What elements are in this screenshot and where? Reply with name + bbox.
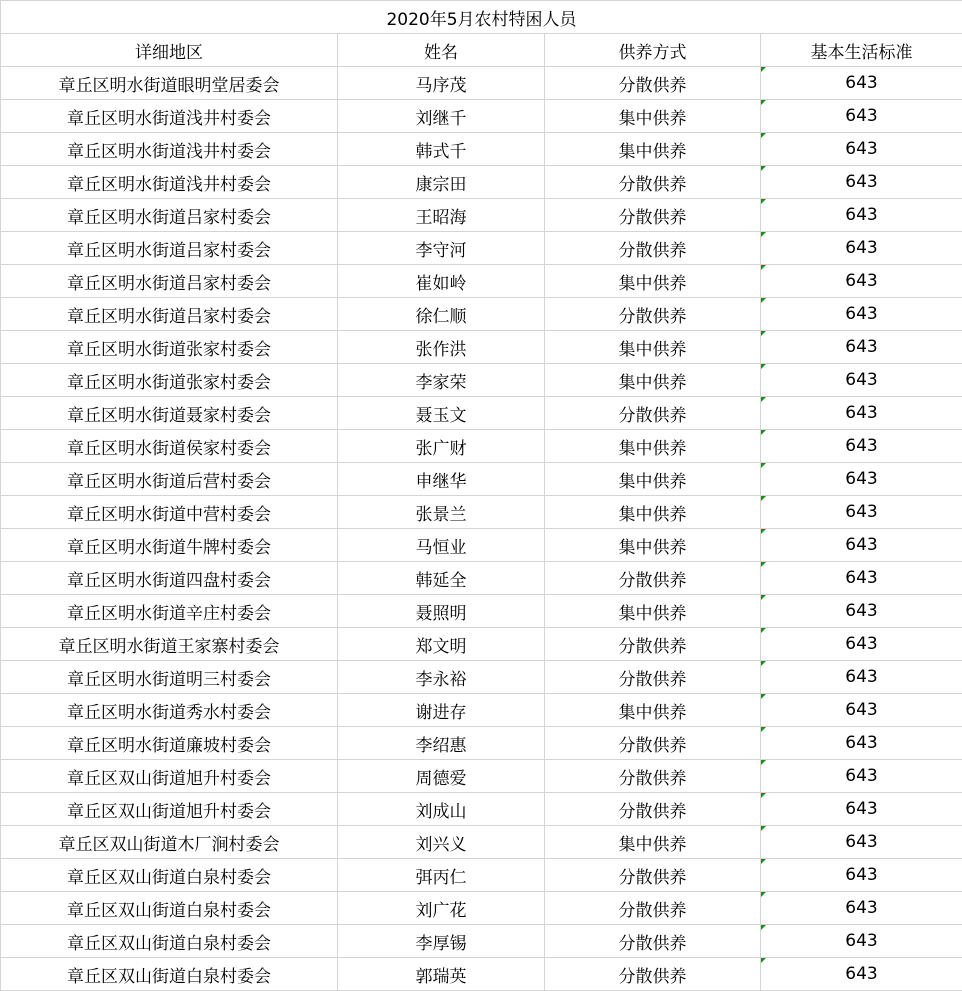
number-as-text-indicator-icon [761,793,766,798]
table-row [1,958,962,991]
table-row [1,265,962,298]
number-as-text-indicator-icon [761,529,766,534]
cell-standard-value: 643 [845,766,878,786]
cell-standard-value: 643 [845,931,878,951]
cell-standard[interactable] [761,694,962,727]
cell-standard-value: 643 [845,304,878,324]
number-as-text-indicator-icon [761,826,766,831]
table-row [1,199,962,232]
cell-address[interactable]: 章丘区明水街道张家村委会 [1,364,338,397]
cell-name[interactable]: 李绍惠 [338,727,545,760]
cell-standard-value: 643 [845,799,878,819]
cell-name[interactable]: 马序茂 [338,67,545,100]
cell-standard[interactable] [761,925,962,958]
cell-name[interactable]: 聂玉文 [338,397,545,430]
header-standard[interactable]: 基本生活标准 [761,34,962,67]
number-as-text-indicator-icon [761,859,766,864]
table-row [1,859,962,892]
table-row [1,67,962,100]
cell-standard-value: 643 [845,106,878,126]
table-row [1,793,962,826]
cell-address[interactable]: 章丘区明水街道辛庄村委会 [1,595,338,628]
cell-standard-value: 643 [845,964,878,984]
header-mode[interactable]: 供养方式 [545,34,761,67]
cell-mode[interactable]: 集中供养 [545,364,761,397]
cell-address[interactable]: 章丘区明水街道吕家村委会 [1,199,338,232]
cell-name[interactable]: 徐仁顺 [338,298,545,331]
cell-address[interactable]: 章丘区双山街道白泉村委会 [1,859,338,892]
cell-mode[interactable]: 分散供养 [545,892,761,925]
cell-name[interactable]: 刘继千 [338,100,545,133]
table-row [1,133,962,166]
cell-mode[interactable]: 集中供养 [545,265,761,298]
cell-name[interactable]: 周德爱 [338,760,545,793]
number-as-text-indicator-icon [761,430,766,435]
cell-standard[interactable] [761,397,962,430]
cell-standard-value: 643 [845,436,878,456]
cell-address[interactable]: 章丘区明水街道侯家村委会 [1,430,338,463]
cell-address[interactable]: 章丘区明水街道眼明堂居委会 [1,67,338,100]
cell-mode[interactable]: 分散供养 [545,67,761,100]
cell-name[interactable]: 郑文明 [338,628,545,661]
cell-address[interactable]: 章丘区双山街道旭升村委会 [1,760,338,793]
cell-standard-value: 643 [845,700,878,720]
cell-standard-value: 643 [845,337,878,357]
cell-standard[interactable] [761,562,962,595]
cell-address[interactable]: 章丘区明水街道聂家村委会 [1,397,338,430]
cell-standard[interactable] [761,199,962,232]
table-body [1,67,962,991]
number-as-text-indicator-icon [761,265,766,270]
cell-standard-value: 643 [845,832,878,852]
cell-standard[interactable] [761,727,962,760]
cell-mode[interactable]: 分散供养 [545,628,761,661]
number-as-text-indicator-icon [761,133,766,138]
cell-address[interactable]: 章丘区明水街道牛牌村委会 [1,529,338,562]
header-name[interactable]: 姓名 [338,34,545,67]
cell-standard-value: 643 [845,205,878,225]
cell-address[interactable]: 章丘区双山街道木厂涧村委会 [1,826,338,859]
cell-standard[interactable] [761,958,962,991]
cell-name[interactable]: 李永裕 [338,661,545,694]
sheet-title[interactable]: 2020年5月农村特困人员 [1,1,962,34]
cell-address[interactable]: 章丘区明水街道明三村委会 [1,661,338,694]
cell-address[interactable]: 章丘区双山街道旭升村委会 [1,793,338,826]
cell-mode[interactable]: 分散供养 [545,958,761,991]
table-row [1,529,962,562]
number-as-text-indicator-icon [761,100,766,105]
cell-standard[interactable] [761,463,962,496]
cell-name[interactable]: 马恒业 [338,529,545,562]
cell-mode[interactable]: 分散供养 [545,859,761,892]
cell-standard-value: 643 [845,139,878,159]
number-as-text-indicator-icon [761,199,766,204]
table-row [1,760,962,793]
cell-address[interactable]: 章丘区明水街道中营村委会 [1,496,338,529]
cell-name[interactable]: 申继华 [338,463,545,496]
cell-standard-value: 643 [845,469,878,489]
table-row [1,694,962,727]
cell-standard[interactable] [761,364,962,397]
cell-standard-value: 643 [845,601,878,621]
cell-standard[interactable] [761,892,962,925]
cell-mode[interactable]: 分散供养 [545,661,761,694]
cell-name[interactable]: 刘成山 [338,793,545,826]
cell-mode[interactable]: 分散供养 [545,793,761,826]
cell-standard-value: 643 [845,238,878,258]
cell-name[interactable]: 张广财 [338,430,545,463]
table-row [1,430,962,463]
table-row [1,364,962,397]
number-as-text-indicator-icon [761,463,766,468]
cell-standard[interactable] [761,166,962,199]
cell-address[interactable]: 章丘区明水街道王家寨村委会 [1,628,338,661]
cell-name[interactable]: 李厚锡 [338,925,545,958]
cell-name[interactable]: 李守河 [338,232,545,265]
number-as-text-indicator-icon [761,232,766,237]
cell-standard[interactable] [761,496,962,529]
cell-mode[interactable]: 集中供养 [545,100,761,133]
cell-name[interactable]: 崔如岭 [338,265,545,298]
number-as-text-indicator-icon [761,166,766,171]
cell-name[interactable]: 郭瑞英 [338,958,545,991]
cell-standard[interactable] [761,430,962,463]
table-row [1,925,962,958]
cell-standard[interactable] [761,331,962,364]
table-row [1,166,962,199]
cell-standard[interactable] [761,67,962,100]
cell-standard[interactable] [761,232,962,265]
table-row [1,496,962,529]
cell-mode[interactable]: 分散供养 [545,925,761,958]
cell-mode[interactable]: 集中供养 [545,529,761,562]
cell-standard-value: 643 [845,865,878,885]
cell-standard-value: 643 [845,73,878,93]
cell-mode[interactable]: 分散供养 [545,727,761,760]
number-as-text-indicator-icon [761,727,766,732]
cell-address[interactable]: 章丘区明水街道张家村委会 [1,331,338,364]
cell-standard-value: 643 [845,403,878,423]
cell-mode[interactable]: 集中供养 [545,595,761,628]
cell-standard-value: 643 [845,667,878,687]
cell-name[interactable]: 弭丙仁 [338,859,545,892]
cell-address[interactable]: 章丘区双山街道白泉村委会 [1,958,338,991]
table-row [1,100,962,133]
cell-standard-value: 643 [845,634,878,654]
cell-standard[interactable] [761,661,962,694]
cell-name[interactable]: 韩式千 [338,133,545,166]
cell-name[interactable]: 康宗田 [338,166,545,199]
header-row [1,34,962,67]
header-address[interactable]: 详细地区 [1,34,338,67]
cell-mode[interactable]: 集中供养 [545,331,761,364]
cell-mode[interactable]: 集中供养 [545,496,761,529]
cell-standard-value: 643 [845,733,878,753]
number-as-text-indicator-icon [761,628,766,633]
number-as-text-indicator-icon [761,331,766,336]
cell-standard[interactable] [761,529,962,562]
cell-standard[interactable] [761,133,962,166]
number-as-text-indicator-icon [761,397,766,402]
cell-standard[interactable] [761,760,962,793]
cell-standard[interactable] [761,826,962,859]
cell-name[interactable]: 韩延全 [338,562,545,595]
cell-address[interactable]: 章丘区明水街道浅井村委会 [1,133,338,166]
cell-mode[interactable]: 分散供养 [545,199,761,232]
cell-mode[interactable]: 分散供养 [545,298,761,331]
cell-address[interactable]: 章丘区明水街道吕家村委会 [1,265,338,298]
cell-standard[interactable] [761,793,962,826]
number-as-text-indicator-icon [761,925,766,930]
cell-address[interactable]: 章丘区明水街道浅井村委会 [1,166,338,199]
cell-name[interactable]: 张景兰 [338,496,545,529]
table-row [1,331,962,364]
table-row [1,298,962,331]
table-row [1,397,962,430]
cell-name[interactable]: 聂照明 [338,595,545,628]
cell-address[interactable]: 章丘区双山街道白泉村委会 [1,925,338,958]
number-as-text-indicator-icon [761,562,766,567]
cell-name[interactable]: 李家荣 [338,364,545,397]
number-as-text-indicator-icon [761,496,766,501]
table-row [1,661,962,694]
cell-standard-value: 643 [845,271,878,291]
cell-standard[interactable] [761,628,962,661]
number-as-text-indicator-icon [761,661,766,666]
cell-mode[interactable]: 分散供养 [545,166,761,199]
cell-mode[interactable]: 分散供养 [545,397,761,430]
number-as-text-indicator-icon [761,958,766,963]
cell-address[interactable]: 章丘区明水街道吕家村委会 [1,232,338,265]
cell-standard[interactable] [761,265,962,298]
cell-standard-value: 643 [845,898,878,918]
cell-standard[interactable] [761,595,962,628]
cell-standard-value: 643 [845,172,878,192]
cell-address[interactable]: 章丘区明水街道浅井村委会 [1,100,338,133]
cell-address[interactable]: 章丘区明水街道秀水村委会 [1,694,338,727]
cell-standard-value: 643 [845,535,878,555]
table-row [1,463,962,496]
cell-mode[interactable]: 集中供养 [545,826,761,859]
cell-address[interactable]: 章丘区明水街道后营村委会 [1,463,338,496]
cell-standard-value: 643 [845,502,878,522]
cell-standard-value: 643 [845,568,878,588]
cell-standard[interactable] [761,100,962,133]
cell-mode[interactable]: 集中供养 [545,694,761,727]
cell-mode[interactable]: 集中供养 [545,133,761,166]
cell-standard-value: 643 [845,370,878,390]
title-row [1,1,962,34]
table-row [1,628,962,661]
cell-mode[interactable]: 分散供养 [545,760,761,793]
cell-address[interactable]: 章丘区明水街道四盘村委会 [1,562,338,595]
number-as-text-indicator-icon [761,760,766,765]
cell-mode[interactable]: 集中供养 [545,430,761,463]
table-row [1,892,962,925]
number-as-text-indicator-icon [761,892,766,897]
cell-address[interactable]: 章丘区明水街道吕家村委会 [1,298,338,331]
cell-name[interactable]: 谢进存 [338,694,545,727]
cell-name[interactable]: 刘广花 [338,892,545,925]
cell-name[interactable]: 刘兴义 [338,826,545,859]
table-row [1,562,962,595]
table-row [1,232,962,265]
cell-mode[interactable]: 分散供养 [545,232,761,265]
cell-mode[interactable]: 集中供养 [545,463,761,496]
table-row [1,727,962,760]
number-as-text-indicator-icon [761,67,766,72]
table-row [1,595,962,628]
cell-name[interactable]: 张作洪 [338,331,545,364]
table-row [1,826,962,859]
cell-address[interactable]: 章丘区明水街道廉坡村委会 [1,727,338,760]
number-as-text-indicator-icon [761,298,766,303]
cell-name[interactable]: 王昭海 [338,199,545,232]
cell-standard[interactable] [761,298,962,331]
number-as-text-indicator-icon [761,364,766,369]
cell-address[interactable]: 章丘区双山街道白泉村委会 [1,892,338,925]
number-as-text-indicator-icon [761,694,766,699]
number-as-text-indicator-icon [761,595,766,600]
cell-standard[interactable] [761,859,962,892]
cell-mode[interactable]: 分散供养 [545,562,761,595]
